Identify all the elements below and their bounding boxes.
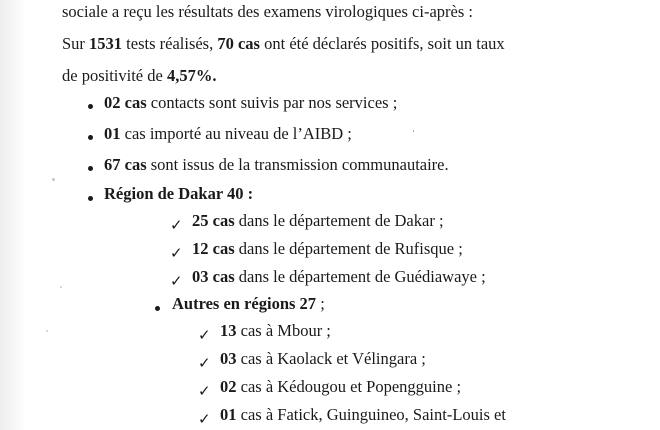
- check-icon: ✓: [170, 244, 183, 262]
- page-edge-shading: [0, 0, 26, 430]
- list-item: [172, 296, 325, 313]
- paragraph-line-2: [62, 36, 650, 53]
- list-item: [220, 351, 426, 368]
- list-item: [220, 323, 331, 340]
- check-icon: ✓: [198, 354, 211, 372]
- bullet-dot: [155, 306, 160, 311]
- total-tests-value: 1531: [89, 34, 123, 53]
- list-item-text: ;: [316, 294, 325, 313]
- list-item: [220, 379, 461, 396]
- paragraph-line-1: [62, 4, 650, 21]
- check-icon: ✓: [198, 382, 211, 400]
- scan-speck: [46, 330, 48, 332]
- list-item-text: dans le département de Rufisque ;: [234, 239, 463, 258]
- paragraph-line-2-mid2: ont été déclarés positifs, soit un taux: [259, 34, 505, 53]
- check-icon: ✓: [198, 326, 211, 344]
- list-item-bold: Région de Dakar 40 :: [104, 184, 254, 203]
- list-item-text: cas à Kaolack et Vélingara ;: [236, 349, 426, 368]
- paragraph-line-3: [62, 68, 650, 85]
- check-icon: ✓: [198, 410, 211, 428]
- list-item-bold: 01: [220, 405, 237, 424]
- list-item: [220, 407, 506, 424]
- list-item-text: dans le département de Dakar ;: [234, 211, 444, 230]
- scan-speck: [60, 286, 62, 288]
- list-item-text: sont issus de la transmission communautaire.: [146, 155, 449, 174]
- list-item: [192, 213, 444, 230]
- list-item-bold: 25 cas: [192, 211, 235, 230]
- list-item-text: dans le département de Guédiawaye ;: [234, 267, 486, 286]
- list-item-text: cas à Fatick, Guinguineo, Saint-Louis et: [236, 405, 506, 424]
- paragraph-line-2-pre: Sur: [62, 34, 90, 53]
- bullet-dot: [88, 196, 93, 201]
- bullet-dot: [88, 104, 93, 109]
- list-item-bold: 02 cas: [104, 93, 147, 112]
- list-item-bold: 13: [220, 321, 237, 340]
- list-item: [104, 186, 253, 203]
- bullet-dot: [88, 135, 93, 140]
- list-item: [104, 95, 397, 112]
- paragraph-line-2-mid1: tests réalisés,: [122, 34, 218, 53]
- check-icon: ✓: [170, 216, 183, 234]
- list-item-bold: 03 cas: [192, 267, 235, 286]
- list-item: [192, 241, 463, 258]
- list-item-bold: 67 cas: [104, 155, 147, 174]
- paragraph-line-3-pre: de positivité de: [62, 66, 167, 85]
- scan-speck: [52, 178, 55, 181]
- positivity-rate-value: 4,57%.: [166, 66, 217, 85]
- check-icon: ✓: [170, 272, 183, 290]
- list-item-text: cas à Mbour ;: [236, 321, 331, 340]
- list-item-text: cas importé au niveau de l’AIBD ;: [120, 124, 352, 143]
- positive-cases-value: 70 cas: [217, 34, 260, 53]
- bullet-dot: [88, 166, 93, 171]
- list-item-text: contacts sont suivis par nos services ;: [146, 93, 398, 112]
- list-item: [192, 269, 486, 286]
- list-item-bold: 12 cas: [192, 239, 235, 258]
- list-item-bold: 02: [220, 377, 237, 396]
- list-item: [104, 157, 449, 174]
- list-item-bold: 01: [104, 124, 121, 143]
- list-item: [104, 126, 352, 143]
- paragraph-line-1-text: sociale a reçu les résultats des examens virologiques ci-après :: [62, 2, 473, 21]
- list-item-bold: Autres en régions 27: [172, 294, 317, 313]
- list-item-text: cas à Kédougou et Popengguine ;: [236, 377, 462, 396]
- stray-mark: ·: [412, 126, 415, 136]
- list-item-bold: 03: [220, 349, 237, 368]
